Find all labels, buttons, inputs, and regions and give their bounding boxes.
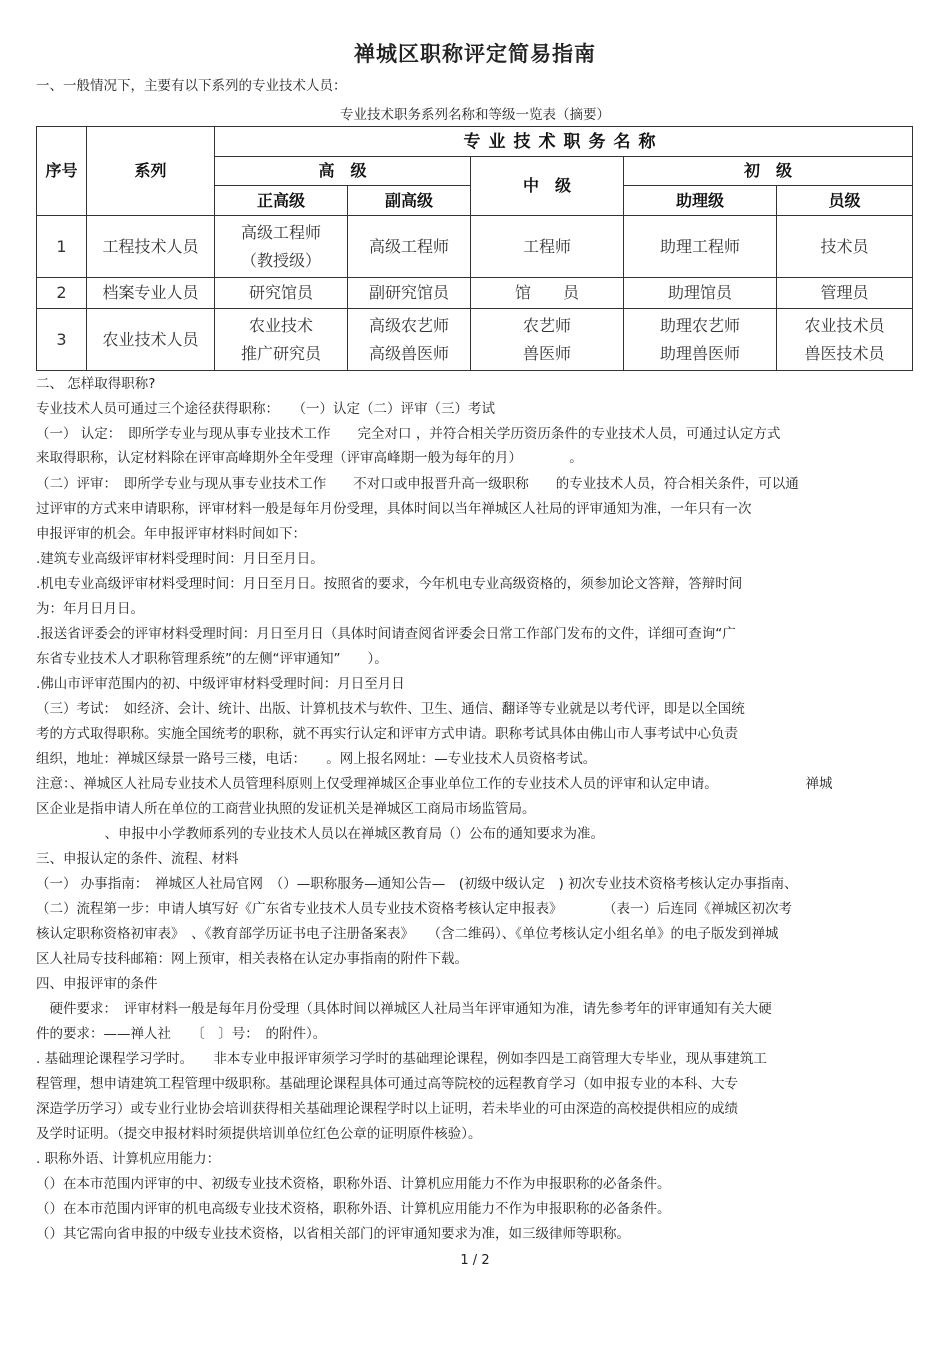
body-line: .报送省评委会的评审材料受理时间：月日至月日（具体时间请查阅省评委会日常工作部门发布的文件，详细可查询“广 [36, 626, 736, 642]
cell-assistant [624, 309, 777, 371]
document-title: 禅城区职称评定简易指南 [354, 42, 596, 66]
cell-series: 档案专业人员 [87, 278, 215, 309]
body-line: 深造学历学习）或专业行业协会培训获得相关基础理论课程学时以上证明，若未毕业的可由深造的高校提供相应的成绩 [36, 1101, 738, 1117]
body-line: 、申报中小学教师系列的专业技术人员以在禅城区教育局（）公布的通知要求为准。 [64, 826, 604, 842]
table-row [37, 216, 913, 278]
cell-series: 农业技术人员 [87, 309, 215, 371]
grade-table [36, 126, 913, 371]
cell-line: 兽医技术员 [804, 343, 885, 363]
header-full-senior: 正高级 [215, 186, 348, 216]
cell-middle: 馆 员 [471, 278, 624, 309]
cell-vice-senior: 副研究馆员 [348, 278, 471, 309]
header-seq: 序号 [37, 127, 87, 216]
body-line: 注意：、禅城区人社局专业技术人员管理科原则上仅受理禅城区企事业单位工作的专业技术人员的评审和认定申请。 禅城 [36, 776, 833, 792]
header-senior: 高 级 [215, 157, 471, 186]
header-assistant: 助理级 [624, 186, 777, 216]
body-line: （二）流程第一步：申请人填写好《广东省专业技术人员专业技术资格考核认定申报表》 （表一）后连同《禅城区初次考 [36, 901, 792, 917]
cell-full-senior [215, 216, 348, 278]
cell-assistant: 助理馆员 [624, 278, 777, 309]
body-line: （）在本市范围内评审的机电高级专业技术资格，职称外语、计算机应用能力不作为申报职称的必备条件。 [36, 1201, 671, 1217]
cell-line: 农艺师 [522, 315, 571, 335]
cell-seq: 3 [37, 309, 87, 371]
body-line: 核认定职称资格初审表》 、《教育部学历证书电子注册备案表》 （含二维码）、《单位考核认定小组名单》的电子版发到禅城 [36, 926, 779, 942]
cell-staff: 管理员 [777, 278, 913, 309]
cell-line: （教授级） [240, 250, 321, 270]
cell-middle [471, 309, 624, 371]
header-junior: 初 级 [624, 157, 913, 186]
cell-line: 农业技术 [248, 315, 313, 335]
body-line: （二）评审： 即所学专业与现从事专业技术工作 不对口或申报晋升高一级职称 的专业技术人员，符合相关条件，可以通 [36, 476, 799, 492]
cell-staff: 技术员 [777, 216, 913, 278]
body-line: .佛山市评审范围内的初、中级评审材料受理时间：月日至月日 [36, 676, 405, 692]
cell-staff [777, 309, 913, 371]
cell-middle: 工程师 [471, 216, 624, 278]
body-line: 东省专业技术人才职称管理系统”的左侧“评审通知” ）。 [36, 651, 388, 667]
cell-vice-senior [348, 309, 471, 371]
cell-line: 高级兽医师 [368, 343, 449, 363]
body-line: .建筑专业高级评审材料受理时间：月日至月日。 [36, 551, 324, 567]
cell-line: 高级农艺师 [368, 315, 449, 335]
cell-vice-senior: 高级工程师 [348, 216, 471, 278]
table-row [37, 309, 913, 371]
body-line: 三、申报认定的条件、流程、材料 [36, 851, 239, 867]
cell-seq: 1 [37, 216, 87, 278]
body-line: 组织，地址：禅城区绿景一路号三楼，电话： 。网上报名网址：—专业技术人员资格考试。 [36, 751, 597, 767]
body-line: （）其它需向省申报的中级专业技术资格，以省相关部门的评审通知要求为准，如三级律师等职称。 [36, 1226, 630, 1242]
cell-series: 工程技术人员 [87, 216, 215, 278]
cell-line: 助理农艺师 [659, 315, 740, 335]
table-caption: 专业技术职务系列名称和等级一览表（摘要） [340, 107, 610, 123]
body-line: （）在本市范围内评审的中、初级专业技术资格，职称外语、计算机应用能力不作为申报职称的必备条件。 [36, 1176, 671, 1192]
cell-line: 兽医师 [522, 343, 571, 363]
body-line: 程管理，想申请建筑工程管理中级职称。基础理论课程具体可通过高等院校的远程教育学习（如申报专业的本科、大专 [36, 1076, 738, 1092]
table-row [37, 278, 913, 309]
body-line: 二、 怎样取得职称? [36, 376, 156, 392]
body-line: 区人社局专技科邮箱：网上预审，相关表格在认定办事指南的附件下载。 [36, 951, 468, 967]
cell-line: 助理兽医师 [659, 343, 740, 363]
cell-line: 推广研究员 [240, 343, 321, 363]
page-number: 1 / 2 [460, 1253, 490, 1268]
body-line: （一） 办事指南： 禅城区人社局官网 （）—职称服务—通知公告— (初级中级认定 ) 初次专业技术资格考核认定办事指南、 [36, 876, 798, 892]
body-line: . 职称外语、计算机应用能力： [36, 1151, 221, 1167]
body-line: 考的方式取得职称。实施全国统考的职称，就不再实行认定和评审方式申请。职称考试具体由佛山市人事考试中心负责 [36, 726, 738, 742]
header-staff: 员级 [777, 186, 913, 216]
body-line: .机电专业高级评审材料受理时间：月日至月日。按照省的要求，今年机电专业高级资格的，须参加论文答辩，答辩时间 [36, 576, 743, 592]
body-line: 区企业是指申请人所在单位的工商营业执照的发证机关是禅城区工商局市场监管局。 [36, 801, 536, 817]
body-line: 过评审的方式来申请职称，评审材料一般是每年月份受理，具体时间以当年禅城区人社局的评审通知为准，一年只有一次 [36, 501, 752, 517]
cell-line: 高级工程师 [240, 222, 321, 242]
intro-line: 一、一般情况下，主要有以下系列的专业技术人员： [36, 78, 347, 94]
body-line: . 基础理论课程学习学时。 非本专业申报评审须学习学时的基础理论课程，例如李四是工商管理大专毕业，现从事建筑工 [36, 1051, 767, 1067]
cell-full-senior [215, 309, 348, 371]
body-line: 件的要求：——禅人社 〔 〕号： 的附件）。 [36, 1026, 327, 1042]
body-line: 硬件要求： 评审材料一般是每年月份受理（具体时间以禅城区人社局当年评审通知为准，请先参考年的评审通知有关大硬 [36, 1001, 772, 1017]
body-line: 四、申报评审的条件 [36, 976, 158, 992]
cell-line: 农业技术员 [804, 315, 885, 335]
header-title: 专业技术职务名称 [215, 127, 913, 157]
body-line: （一） 认定： 即所学专业与现从事专业技术工作 完全对口 ，并符合相关学历资历条件的专业技术人员，可通过认定方式 [36, 426, 781, 442]
body-line: 专业技术人员可通过三个途径获得职称： （一）认定（二）评审（三）考试 [36, 401, 495, 417]
body-line: （三）考试： 如经济、会计、统计、出版、计算机技术与软件、卫生、通信、翻译等专业就是以考代评，即是以全国统 [36, 701, 745, 717]
body-line: 来取得职称，认定材料除在评审高峰期外全年受理（评审高峰期一般为每年的月） 。 [36, 450, 583, 466]
cell-seq: 2 [37, 278, 87, 309]
header-vice-senior: 副高级 [348, 186, 471, 216]
header-series: 系列 [87, 127, 215, 216]
header-middle: 中 级 [471, 157, 624, 216]
cell-full-senior: 研究馆员 [215, 278, 348, 309]
body-line: 为：年月日月日。 [36, 601, 144, 617]
body-line: 申报评审的机会。年申报评审材料时间如下： [36, 526, 306, 542]
body-line: 及学时证明。（提交申报材料时须提供培训单位红色公章的证明原件核验）。 [36, 1126, 482, 1142]
cell-assistant: 助理工程师 [624, 216, 777, 278]
